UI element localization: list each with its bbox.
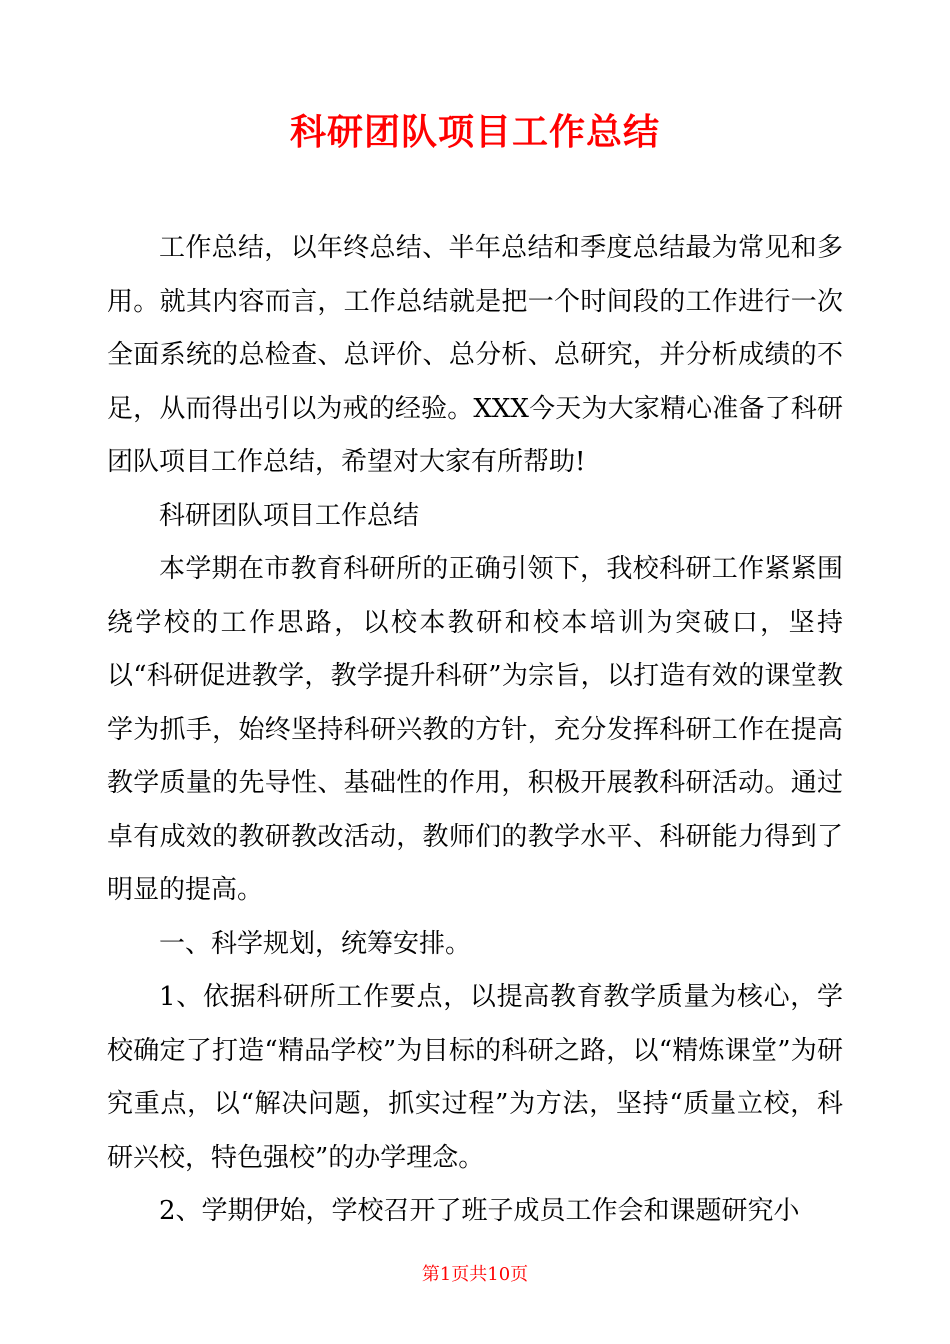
- section-heading-1: 一、科学规划，统筹安排。: [159, 928, 472, 959]
- document-title: 科研团队项目工作总结: [289, 112, 660, 153]
- page-number-footer: 第1页共10页: [421, 1264, 529, 1285]
- document-body: [107, 222, 843, 1239]
- body-paragraph: 本学期在市教育科研所的正确引领下，我校科研工作紧紧围绕学校的工作思路，以校本教研和校本培训为突破口，坚持以“科研促进教学，教学提升科研”为宗旨，以打造有效的课堂教学为抓手，始终坚持科研兴教的方针，充分发挥科研工作在提高教学质量的先导性、基础性的作用，积极开展教科研活动。通过卓有成效的教研教改活动，教师们的教学水平、科研能力得到了明显的提高。: [107, 554, 843, 905]
- list-item-1: 1、依据科研所工作要点，以提高教育教学质量为核心，学校确定了打造“精品学校”为目标的科研之路，以“精炼课堂”为研究重点，以“解决问题，抓实过程”为方法，坚持“质量立校，科研兴校，特色强校”的办学理念。: [107, 982, 843, 1173]
- section-heading: 科研团队项目工作总结: [159, 500, 420, 531]
- intro-paragraph: 工作总结，以年终总结、半年总结和季度总结最为常见和多用。就其内容而言，工作总结就是把一个时间段的工作进行一次全面系统的总检查、总评价、总分析、总研究，并分析成绩的不足，从而得出引以为戒的经验。XXX今天为大家精心准备了科研团队项目工作总结，希望对大家有所帮助!: [107, 233, 843, 477]
- list-item-2: 2、学期伊始，学校召开了班子成员工作会和课题研究小: [159, 1196, 800, 1226]
